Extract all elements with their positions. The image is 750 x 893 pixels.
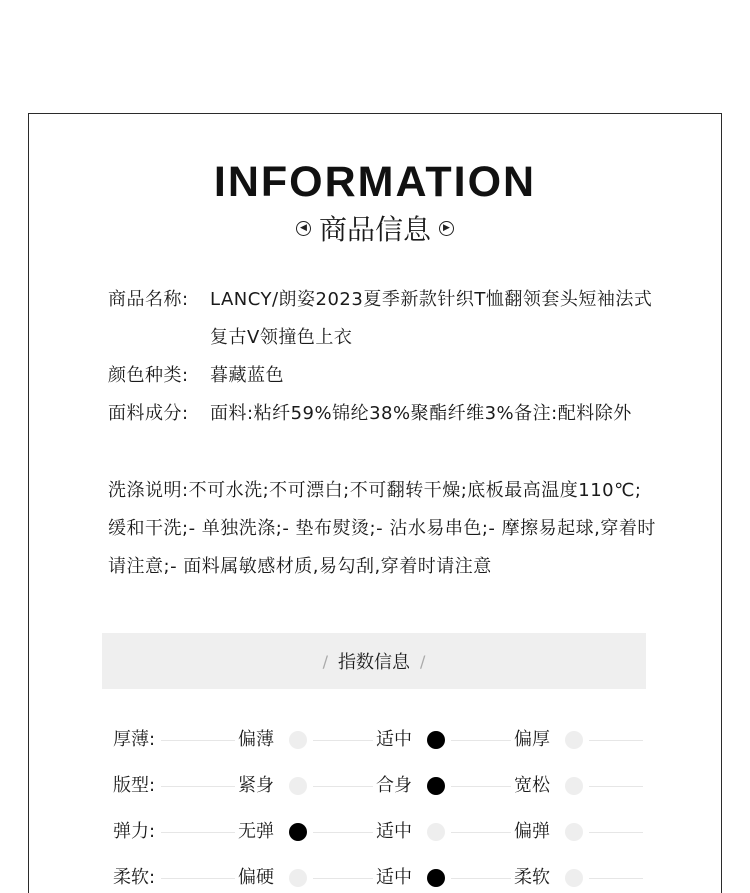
metric-line bbox=[161, 740, 235, 741]
metric-row-elasticity bbox=[113, 820, 643, 844]
metric-line bbox=[161, 786, 235, 787]
metric-row-softness bbox=[113, 866, 643, 890]
subtitle-text: 商品信息 bbox=[318, 213, 431, 246]
metric-dot-selected bbox=[289, 823, 307, 841]
metric-option: 适中 bbox=[376, 821, 412, 842]
metric-line bbox=[589, 740, 643, 741]
metric-dot bbox=[565, 731, 583, 749]
metric-option: 适中 bbox=[376, 729, 412, 750]
metric-dot bbox=[289, 777, 307, 795]
header-slash-left: / bbox=[322, 651, 328, 671]
metric-dot bbox=[565, 823, 583, 841]
metric-dot bbox=[289, 731, 307, 749]
page-subtitle bbox=[0, 208, 750, 248]
index-heading: 指数信息 bbox=[338, 652, 410, 673]
metric-option: 合身 bbox=[376, 775, 412, 796]
page-title: INFORMATION bbox=[213, 158, 537, 206]
metric-name: 版型: bbox=[113, 775, 156, 796]
metric-option: 宽松 bbox=[514, 775, 550, 796]
metric-dot bbox=[427, 823, 445, 841]
metric-line bbox=[313, 740, 373, 741]
metric-line bbox=[161, 832, 235, 833]
metric-option: 偏薄 bbox=[238, 729, 274, 750]
metric-name: 弹力: bbox=[113, 821, 156, 842]
metric-dot-selected bbox=[427, 731, 445, 749]
color-row bbox=[108, 357, 668, 395]
product-name-label: 商品名称: bbox=[108, 289, 189, 310]
metric-option: 无弹 bbox=[238, 821, 274, 842]
color-value: 暮藏蓝色 bbox=[210, 365, 284, 386]
metric-option: 适中 bbox=[376, 867, 412, 888]
metric-option: 柔软 bbox=[514, 867, 550, 888]
metric-line bbox=[313, 878, 373, 879]
metric-dot bbox=[289, 869, 307, 887]
fabric-value: 面料:粘纤59%锦纶38%聚酯纤维3%备注:配料除外 bbox=[210, 403, 632, 424]
metric-row-thickness bbox=[113, 728, 643, 752]
metric-line bbox=[451, 786, 511, 787]
metric-row-fit bbox=[113, 774, 643, 798]
metric-line bbox=[589, 786, 643, 787]
metric-line bbox=[451, 832, 511, 833]
metric-line bbox=[313, 786, 373, 787]
color-label: 颜色种类: bbox=[108, 365, 189, 386]
metric-line bbox=[589, 878, 643, 879]
metric-option: 偏弹 bbox=[514, 821, 550, 842]
metric-dot-selected bbox=[427, 869, 445, 887]
wash-value: 不可水洗;不可漂白;不可翻转干燥;底板最高温度110℃;缓和干洗;- 单独洗涤;- 垫布熨烫;- 沾水易串色;- 摩擦易起球,穿着时请注意;- 面料属敏感材质,易勾刮,穿着时请注意 bbox=[108, 480, 656, 577]
circle-arrow-left-icon: ◀ bbox=[296, 221, 311, 236]
fabric-label: 面料成分: bbox=[108, 403, 189, 424]
wash-label: 洗涤说明: bbox=[108, 480, 189, 501]
metric-dot bbox=[565, 869, 583, 887]
wash-instructions bbox=[108, 472, 656, 586]
fabric-row bbox=[108, 395, 668, 433]
metric-line bbox=[451, 740, 511, 741]
metric-line bbox=[313, 832, 373, 833]
metric-name: 柔软: bbox=[113, 867, 156, 888]
header-slash-right: / bbox=[420, 651, 426, 671]
metric-line bbox=[589, 832, 643, 833]
metric-dot-selected bbox=[427, 777, 445, 795]
metric-dot bbox=[565, 777, 583, 795]
metric-name: 厚薄: bbox=[113, 729, 156, 750]
metric-option: 紧身 bbox=[238, 775, 274, 796]
circle-arrow-right-icon: ▶ bbox=[439, 221, 454, 236]
metric-option: 偏厚 bbox=[514, 729, 550, 750]
product-name-value: LANCY/朗姿2023夏季新款针织T恤翻领套头短袖法式复古V领撞色上衣 bbox=[210, 289, 653, 348]
metric-option: 偏硬 bbox=[238, 867, 274, 888]
index-section-header bbox=[102, 633, 646, 689]
product-name-row bbox=[108, 281, 668, 357]
metric-line bbox=[161, 878, 235, 879]
metric-line bbox=[451, 878, 511, 879]
